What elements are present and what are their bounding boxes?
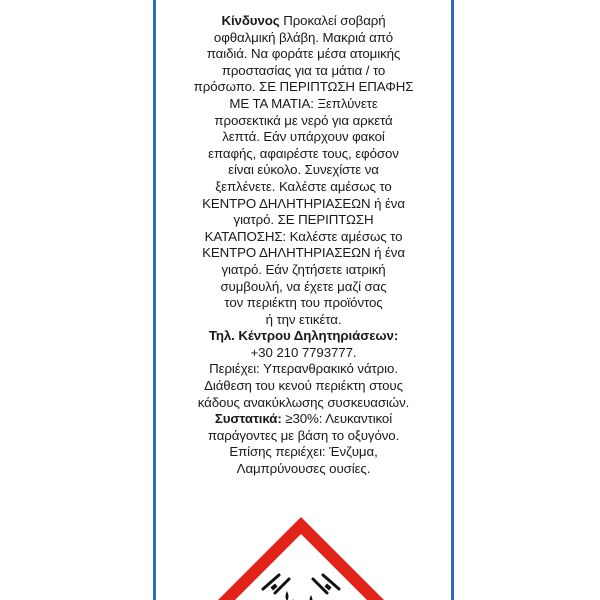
label-line-text: ΚΕΝΤΡΟ ΔΗΛΗΤΗΡΙΑΣΕΩΝ ή ένα (202, 195, 405, 211)
label-line-text: παράγοντες με βάση το οξυγόνο. (207, 427, 400, 443)
label-line-text: Επίσης περιέχει: Ένζυμα, (229, 444, 378, 460)
label-line-bold: Συστατικά: (214, 411, 282, 427)
label-line (156, 411, 451, 428)
label-line (156, 245, 451, 262)
label-line (156, 113, 451, 130)
label-line-text: Λαμπρύνουσες ουσίες. (236, 461, 371, 477)
label-line-text: πρόσωπο. ΣΕ ΠΕΡΙΠΤΩΣΗ ΕΠΑΦΗΣ (193, 79, 414, 95)
label-line-text: λεπτά. Εάν υπάρχουν φακοί (222, 129, 385, 145)
corrosive-hazard-icon (201, 513, 401, 600)
label-line (156, 428, 451, 445)
label-line (156, 46, 451, 63)
label-line (156, 129, 451, 146)
label-line-bold: Τηλ. Κέντρου Δηλητηριάσεων: (208, 328, 399, 344)
label-line-text: συμβουλή, να έχετε μαζί σας (220, 278, 387, 294)
label-line-text: ξεπλένετε. Καλέστε αμέσως το (215, 178, 392, 194)
label-line (156, 146, 451, 163)
label-line-text: προστασίας για τα μάτια / το (221, 62, 386, 78)
label-line-text: οφθαλμική βλάβη. Μακριά από (213, 29, 394, 45)
label-line-text: γιατρό. ΣΕ ΠΕΡΙΠΤΩΣΗ (233, 212, 374, 228)
label-line (156, 13, 451, 30)
hazard-statement-text (156, 13, 451, 478)
label-line-text: κάδους ανακύκλωσης συσκευασιών. (197, 394, 410, 410)
label-line (156, 96, 451, 113)
label-line (156, 279, 451, 296)
label-line-text: Διάθεση του κενού περιέκτη στους (204, 378, 403, 394)
label-line (156, 212, 451, 229)
label-line (156, 229, 451, 246)
label-line (156, 63, 451, 80)
label-line (156, 179, 451, 196)
label-line-text: ΜΕ ΤΑ ΜΑΤΙΑ: Ξεπλύνετε (229, 95, 378, 111)
label-line (156, 378, 451, 395)
label-line-text: ΚΕΝΤΡΟ ΔΗΛΗΤΗΡΙΑΣΕΩΝ ή ένα (202, 245, 405, 261)
product-label-panel (153, 0, 454, 600)
label-line (156, 295, 451, 312)
label-line-text: γιατρό. Εάν ζητήσετε ιατρική (221, 261, 386, 277)
label-line-text: Περιέχει: Υπερανθρακικό νάτριο. (209, 361, 398, 377)
label-line (156, 444, 451, 461)
label-line-text: ή την ετικέτα. (265, 311, 342, 327)
label-line (156, 262, 451, 279)
label-line (156, 461, 451, 478)
label-line-bold: Κίνδυνος (221, 13, 280, 28)
label-line (156, 312, 451, 329)
label-line (156, 345, 451, 362)
label-line (156, 79, 451, 96)
label-line-text: +30 210 7793777. (250, 344, 357, 360)
label-line-text: ΚΑΤΑΠΟΣΗΣ: Καλέστε αμέσως το (204, 228, 403, 244)
label-line (156, 361, 451, 378)
label-line-text: είναι εύκολο. Συνεχίστε να (228, 162, 379, 178)
label-line-text: προσεκτικά με νερό για αρκετά (214, 112, 393, 128)
label-line (156, 395, 451, 412)
label-line-text: ≥30%: Λευκαντικοί (281, 411, 393, 427)
label-line (156, 162, 451, 179)
label-line-text: Προκαλεί σοβαρή (279, 13, 386, 28)
label-line-text: τον περιέκτη του προϊόντος (224, 295, 383, 311)
label-line (156, 328, 451, 345)
label-line-text: επαφής, αφαιρέστε τους, εφόσον (208, 145, 399, 161)
label-line (156, 30, 451, 47)
label-line (156, 196, 451, 213)
label-line-text: παιδιά. Να φοράτε μέσα ατομικής (206, 46, 401, 62)
